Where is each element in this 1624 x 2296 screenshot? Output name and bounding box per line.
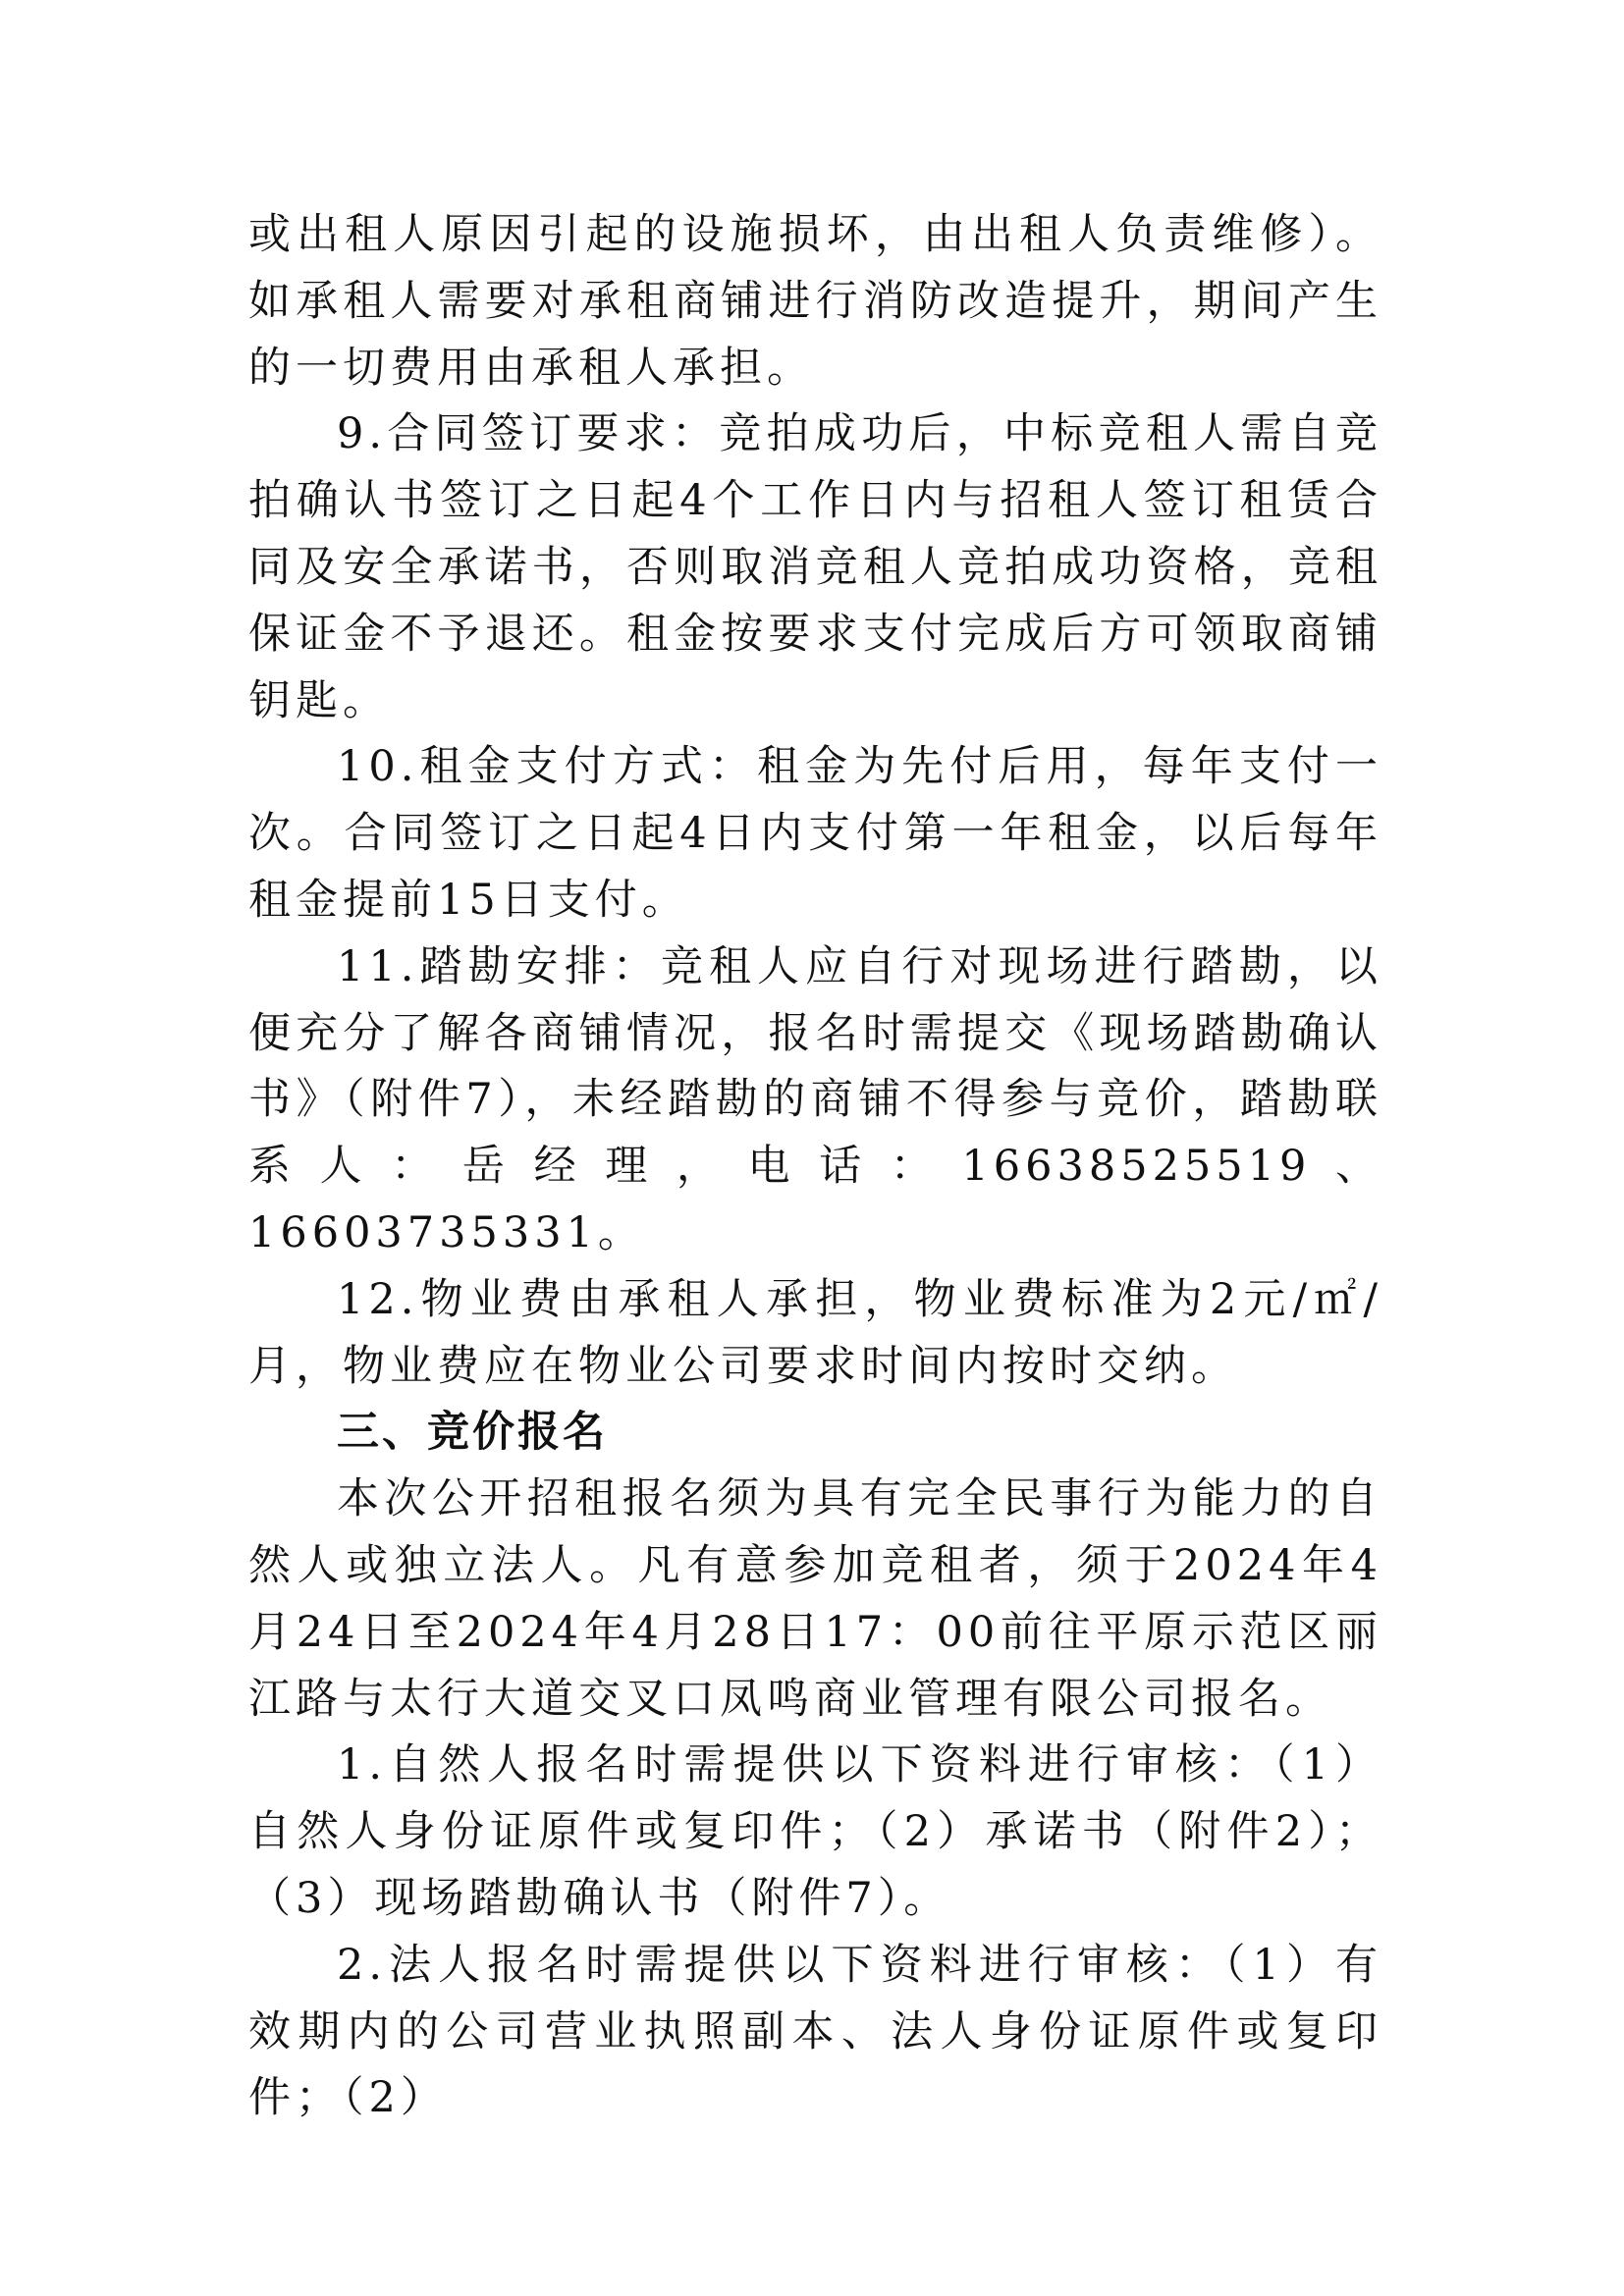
- document-body: [248, 202, 1382, 2132]
- paragraph-item-legal-person-registration: 2.法人报名时需提供以下资料进行审核：（1）有效期内的公司营业执照副本、法人身份证原件或复印件；（2）: [248, 1940, 1382, 2123]
- paragraph-item-10-rent-payment: 10.租金支付方式：租金为先付后用，每年支付一次。合同签订之日起4日内支付第一年租金，以后每年租金提前15日支付。: [248, 742, 1382, 925]
- paragraph-continued: 或出租人原因引起的设施损坏，由出租人负责维修）。如承租人需要对承租商铺进行消防改造提升，期间产生的一切费用由承租人承担。: [248, 210, 1382, 393]
- section-heading-bidding-registration: 三、竞价报名: [337, 1408, 608, 1458]
- paragraph-item-9-contract-signing: 9.合同签订要求：竞拍成功后，中标竞租人需自竞拍确认书签订之日起4个工作日内与招租人签订租赁合同及安全承诺书，否则取消竞租人竞拍成功资格，竞租保证金不予退还。租金按要求支付完成后方可领取商铺钥匙。: [248, 409, 1382, 725]
- paragraph-item-natural-person-registration: 1.自然人报名时需提供以下资料进行审核：（1）自然人身份证原件或复印件；（2）承诺书（附件2）；（3）现场踏勘确认书（附件7）。: [248, 1740, 1382, 1923]
- paragraph-section-3-intro: 本次公开招租报名须为具有完全民事行为能力的自然人或独立法人。凡有意参加竞租者，须于2024年4月24日至2024年4月28日17：00前往平原示范区丽江路与太行大道交叉口凤鸣商业管理有限公司报名。: [248, 1474, 1382, 1724]
- paragraph-item-12-property-fee: 12.物业费由承租人承担，物业费标准为2元/㎡/月，物业费应在物业公司要求时间内按时交纳。: [248, 1274, 1382, 1391]
- paragraph-item-11-site-inspection: 11.踏勘安排：竞租人应自行对现场进行踏勘，以便充分了解各商铺情况，报名时需提交《现场踏勘确认书》（附件7），未经踏勘的商铺不得参与竞价，踏勘联系人：岳经理，电话：16638525519、16603735331。: [248, 941, 1382, 1257]
